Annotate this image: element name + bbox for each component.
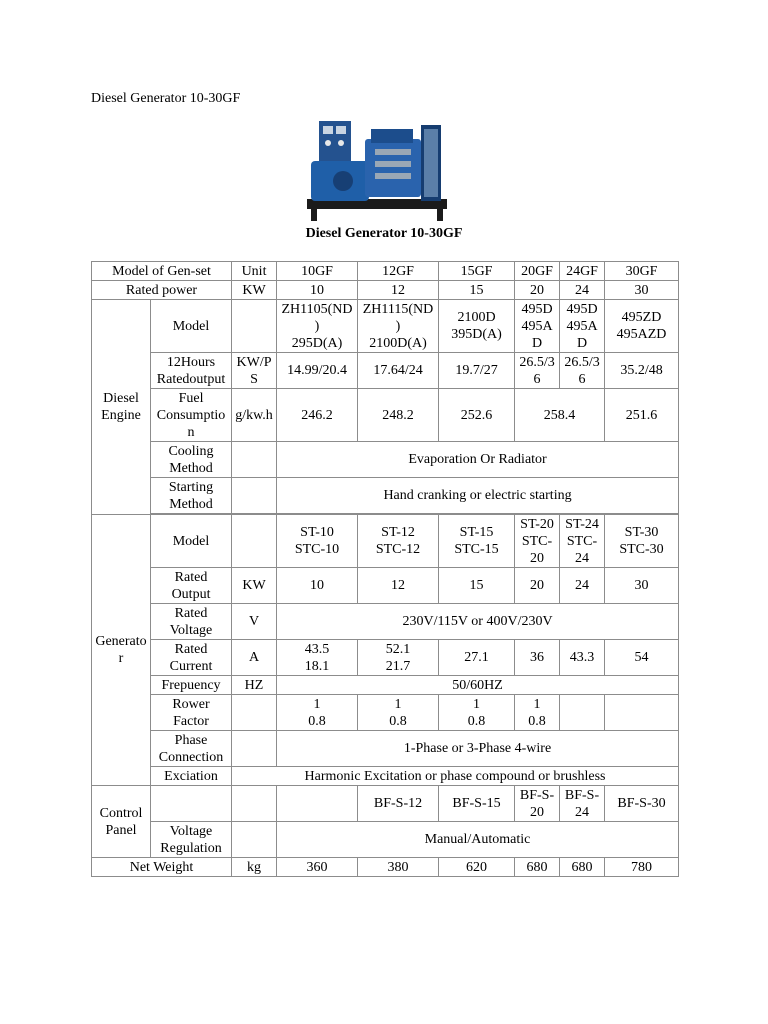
text-line: Consumptio <box>156 407 226 423</box>
unit-cell <box>232 478 277 514</box>
text-line: 1 <box>313 696 321 712</box>
value-cell <box>277 300 358 353</box>
engine-model-row <box>92 300 679 353</box>
value-cell: 252.6 <box>439 389 515 442</box>
rated-power-row <box>92 281 679 300</box>
text-line: Factor <box>173 713 209 729</box>
value-cell: 27.1 <box>439 640 515 676</box>
power-factor-row <box>92 695 679 731</box>
value-cell <box>515 786 560 822</box>
row-label <box>151 695 232 731</box>
value-cell <box>439 695 515 731</box>
unit-cell <box>232 442 277 478</box>
value-cell: 20 <box>515 281 560 300</box>
header-15gf: 15GF <box>439 262 515 281</box>
header-24gf: 24GF <box>560 262 605 281</box>
text-line: 26.5/3 <box>519 354 555 370</box>
value-cell: 248.2 <box>358 389 439 442</box>
text-line: Panel <box>105 822 137 838</box>
value-cell <box>358 515 439 568</box>
value-cell: 24 <box>560 281 605 300</box>
row-label: Model <box>151 515 232 568</box>
value-cell: 19.7/27 <box>439 353 515 389</box>
text-line: 495AZD <box>616 327 667 342</box>
value-cell: 50/60HZ <box>277 676 679 695</box>
control-panel-model-row <box>92 786 679 822</box>
text-line: Output <box>171 586 211 602</box>
text-line: 6 <box>578 371 586 387</box>
text-line: 12Hours <box>166 354 216 370</box>
text-line: 43.5 <box>304 641 330 657</box>
value-cell <box>439 300 515 353</box>
text-line: 26.5/3 <box>564 354 600 370</box>
value-cell: 680 <box>515 858 560 877</box>
rated-output-row <box>92 568 679 604</box>
text-line: BF-S- <box>564 787 600 803</box>
value-cell: 14.99/20.4 <box>277 353 358 389</box>
text-line: ) <box>395 318 401 334</box>
row-label <box>151 478 232 514</box>
value-cell: Harmonic Excitation or phase compound or brushless <box>232 767 679 786</box>
header-30gf: 30GF <box>605 262 679 281</box>
value-cell <box>277 640 358 676</box>
text-line: 495ZD <box>621 310 662 325</box>
text-line: STC- <box>566 533 598 549</box>
text-line: BF-S- <box>519 787 555 803</box>
text-line: 21.7 <box>385 658 411 674</box>
unit-cell <box>232 731 277 767</box>
value-cell <box>515 353 560 389</box>
text-line: 495D <box>521 301 553 317</box>
text-line: Fuel <box>178 390 204 406</box>
value-cell: 24 <box>560 568 605 604</box>
text-line: Diesel <box>103 391 139 406</box>
value-cell: 620 <box>439 858 515 877</box>
text-line: 20 <box>530 804 545 820</box>
value-cell <box>515 695 560 731</box>
row-label <box>151 389 232 442</box>
text-line: D <box>576 335 588 351</box>
control-panel-group-label <box>92 786 151 858</box>
row-label <box>151 786 232 822</box>
text-line: Connection <box>158 749 224 765</box>
text-line: 1 <box>394 696 402 712</box>
value-cell <box>560 515 605 568</box>
text-line: Starting <box>168 479 214 495</box>
text-line: 0.8 <box>308 713 326 729</box>
text-line: Current <box>169 658 213 674</box>
value-cell: 15 <box>439 281 515 300</box>
text-line: 2100D(A) <box>369 335 427 351</box>
row-label <box>151 822 232 858</box>
text-line: ST-12 <box>381 525 415 540</box>
text-line: 495A <box>521 318 553 334</box>
text-line: Rower <box>172 696 210 712</box>
document-title: Diesel Generator 10-30GF <box>91 91 241 106</box>
value-cell <box>560 300 605 353</box>
value-cell: BF-S-15 <box>439 786 515 822</box>
value-cell: 780 <box>605 858 679 877</box>
header-unit: Unit <box>232 262 277 281</box>
row-label <box>151 604 232 640</box>
text-line: Phase <box>174 732 208 748</box>
unit-cell: HZ <box>232 676 277 695</box>
net-weight-row <box>92 858 679 877</box>
value-cell: 246.2 <box>277 389 358 442</box>
row-label: Exciation <box>151 767 232 786</box>
row-label <box>151 442 232 478</box>
excitation-row <box>92 767 679 786</box>
value-cell: 10 <box>277 281 358 300</box>
value-cell: 230V/115V or 400V/230V <box>277 604 679 640</box>
text-line: 24 <box>575 550 590 566</box>
text-line: Rated <box>174 641 208 657</box>
value-cell: 251.6 <box>605 389 679 442</box>
value-cell <box>277 786 358 822</box>
generator-group-label <box>92 515 151 786</box>
value-cell: 258.4 <box>515 389 605 442</box>
text-line: Method <box>169 496 213 512</box>
text-line: 495D <box>566 301 598 317</box>
text-line: 495A <box>566 318 598 334</box>
value-cell: 12 <box>358 568 439 604</box>
row-label <box>151 731 232 767</box>
row-label <box>151 640 232 676</box>
table-header-row <box>92 262 679 281</box>
unit-cell: KW <box>232 568 277 604</box>
figure-caption: Diesel Generator 10-30GF <box>305 226 463 241</box>
text-line: ST-30 <box>624 525 659 540</box>
text-line: STC-10 <box>294 542 340 557</box>
text-line: 395D(A) <box>451 327 502 342</box>
text-line: ST-20 <box>520 516 554 532</box>
text-line: Voltage <box>169 823 213 839</box>
value-cell <box>358 640 439 676</box>
unit-cell: g/kw.h <box>232 389 277 442</box>
value-cell: 30 <box>605 568 679 604</box>
unit-cell: KW <box>232 281 277 300</box>
value-cell <box>358 300 439 353</box>
row-label: Frepuency <box>151 676 232 695</box>
voltage-regulation-row <box>92 822 679 858</box>
value-cell <box>560 786 605 822</box>
text-line: Rated <box>174 569 208 585</box>
header-10gf: 10GF <box>277 262 358 281</box>
cooling-method-row <box>92 442 679 478</box>
row-label: Net Weight <box>92 858 232 877</box>
value-cell <box>358 695 439 731</box>
text-line: 6 <box>533 371 541 387</box>
value-cell: 20 <box>515 568 560 604</box>
text-line: ST-24 <box>565 516 599 532</box>
value-cell: 360 <box>277 858 358 877</box>
text-line: 1 <box>533 696 541 712</box>
unit-cell <box>232 695 277 731</box>
text-line: KW/P <box>236 354 272 370</box>
frequency-row <box>92 676 679 695</box>
text-line: 0.8 <box>528 713 546 729</box>
text-line: Rated <box>174 605 208 621</box>
text-line: Engine <box>101 408 141 423</box>
value-cell: 1-Phase or 3-Phase 4-wire <box>277 731 679 767</box>
text-line: ST-10 <box>300 525 334 540</box>
text-line: ZH1115(ND <box>362 301 434 317</box>
value-cell: 680 <box>560 858 605 877</box>
unit-cell <box>232 822 277 858</box>
text-line: 24 <box>575 804 590 820</box>
text-line: 1 <box>473 696 481 712</box>
value-cell <box>439 515 515 568</box>
text-line: ZH1105(ND <box>281 301 353 317</box>
header-12gf: 12GF <box>358 262 439 281</box>
value-cell <box>605 300 679 353</box>
unit-cell <box>232 515 277 568</box>
text-line: STC-15 <box>454 542 499 557</box>
text-line: 0.8 <box>467 713 486 729</box>
value-cell <box>605 695 679 731</box>
spec-table <box>91 261 679 877</box>
value-cell: 36 <box>515 640 560 676</box>
value-cell <box>277 515 358 568</box>
text-line: r <box>118 651 124 666</box>
value-cell: Evaporation Or Radiator <box>277 442 679 478</box>
value-cell <box>605 515 679 568</box>
text-line: Cooling <box>168 443 214 459</box>
unit-cell <box>232 353 277 389</box>
text-line: ) <box>314 318 320 334</box>
text-line: Generato <box>95 634 147 649</box>
fuel-consumption-row <box>92 389 679 442</box>
value-cell <box>277 695 358 731</box>
engine-output-row <box>92 353 679 389</box>
text-line: 52.1 <box>385 641 411 657</box>
value-cell: 54 <box>605 640 679 676</box>
value-cell: BF-S-12 <box>358 786 439 822</box>
text-line: n <box>187 424 195 440</box>
unit-cell: A <box>232 640 277 676</box>
value-cell: 35.2/48 <box>605 353 679 389</box>
unit-cell: V <box>232 604 277 640</box>
value-cell: 15 <box>439 568 515 604</box>
value-cell: 380 <box>358 858 439 877</box>
text-line: Method <box>169 460 213 476</box>
value-cell <box>515 300 560 353</box>
unit-cell <box>232 300 277 353</box>
text-line: 20 <box>530 550 545 566</box>
row-label: Rated power <box>92 281 232 300</box>
text-line: STC- <box>521 533 553 549</box>
text-line: Control <box>99 805 143 821</box>
value-cell: Manual/Automatic <box>277 822 679 858</box>
value-cell: 43.3 <box>560 640 605 676</box>
row-label <box>151 353 232 389</box>
value-cell <box>560 695 605 731</box>
rated-current-row <box>92 640 679 676</box>
generator-model-row <box>92 515 679 568</box>
text-line: 2100D <box>457 310 496 325</box>
header-model-of-genset: Model of Gen-set <box>92 262 232 281</box>
row-label: Model <box>151 300 232 353</box>
text-line: 18.1 <box>304 658 330 674</box>
rated-voltage-row <box>92 604 679 640</box>
diesel-generator-photo <box>305 113 453 225</box>
value-cell <box>560 353 605 389</box>
diesel-engine-group-label <box>92 300 151 515</box>
value-cell: 30 <box>605 281 679 300</box>
text-line: 0.8 <box>389 713 407 729</box>
unit-cell <box>232 786 277 822</box>
value-cell: 12 <box>358 281 439 300</box>
text-line: ST-15 <box>459 525 494 540</box>
text-line: D <box>531 335 543 351</box>
text-line: 295D(A) <box>291 335 343 351</box>
value-cell: Hand cranking or electric starting <box>277 478 679 514</box>
value-cell: BF-S-30 <box>605 786 679 822</box>
unit-cell: kg <box>232 858 277 877</box>
header-20gf: 20GF <box>515 262 560 281</box>
text-line: STC-12 <box>375 542 421 557</box>
value-cell <box>515 515 560 568</box>
value-cell: 10 <box>277 568 358 604</box>
phase-connection-row <box>92 731 679 767</box>
value-cell: 17.64/24 <box>358 353 439 389</box>
text-line: Regulation <box>160 840 222 856</box>
text-line: Ratedoutput <box>156 371 226 387</box>
row-label <box>151 568 232 604</box>
text-line: STC-30 <box>619 542 664 557</box>
text-line: Voltage <box>169 622 213 638</box>
text-line: S <box>250 371 258 387</box>
starting-method-row <box>92 478 679 514</box>
